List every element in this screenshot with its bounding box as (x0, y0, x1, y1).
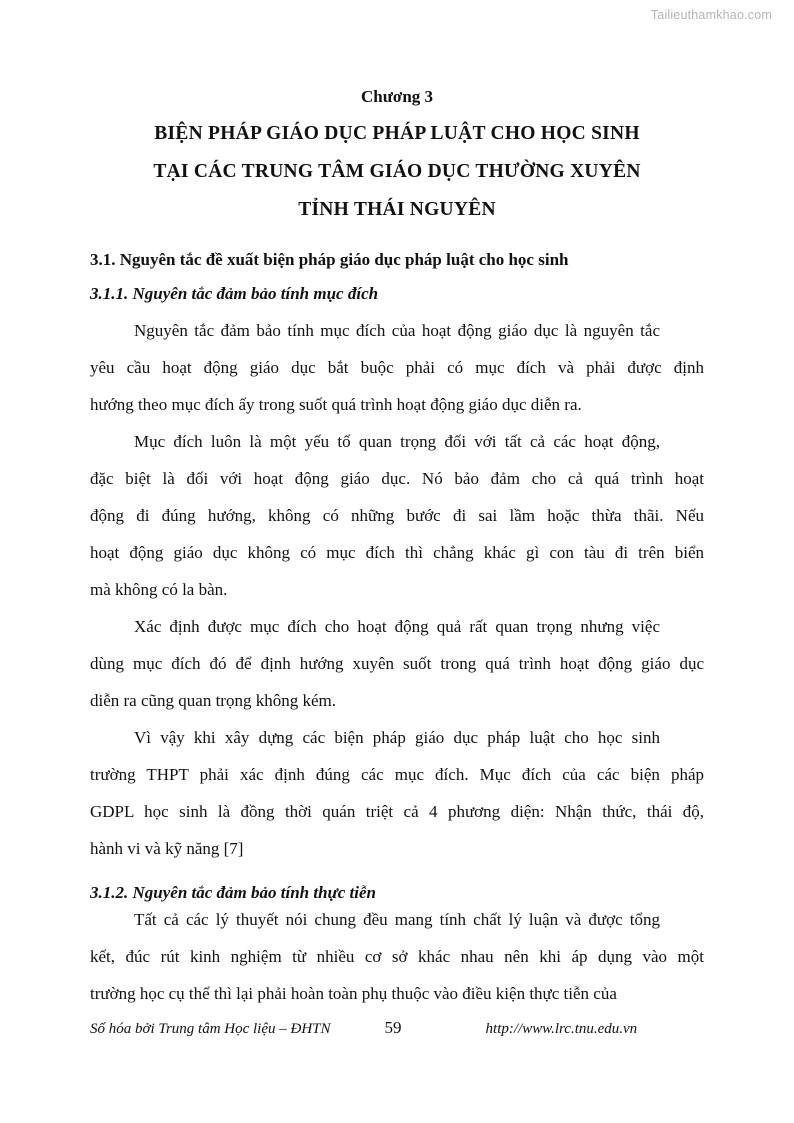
chapter-title-line-3: TỈNH THÁI NGUYÊN (298, 198, 496, 220)
paragraph-1 (90, 312, 704, 423)
paragraph-5-line-1: Tất cả các lý thuyết nói chung đều mang tính chất lý luận và được tổng (134, 909, 660, 929)
paragraph-2 (90, 423, 704, 608)
paragraph-5-line-2: kết, đúc rút kinh nghiệm từ nhiều cơ sở khác nhau nên khi áp dụng vào một (90, 946, 704, 966)
chapter-label: Chương 3 (360, 87, 434, 106)
paragraph-5-line-3: trường học cụ thể thì lại phải hoàn toàn phụ thuộc vào điều kiện thực tiễn của (90, 983, 617, 1003)
paragraph-3 (90, 608, 704, 719)
footer-page-number: 59 (384, 1018, 402, 1037)
paragraph-3-line-3: diễn ra cũng quan trọng không kém. (90, 690, 336, 710)
paragraph-4-line-3: GDPL học sinh là đồng thời quán triệt cả 4 phương diện: Nhận thức, thái độ, (90, 801, 704, 821)
page-footer (90, 1018, 704, 1038)
paragraph-2-line-4: hoạt động giáo dục không có mục đích thì chẳng khác gì con tàu đi trên biển (90, 542, 704, 562)
paragraph-2-line-3: động đi đúng hướng, không có những bước đi sai lầm hoặc thừa thãi. Nếu (90, 505, 704, 525)
chapter-title-line-2: TẠI CÁC TRUNG TÂM GIÁO DỤC THƯỜNG XUYÊN (153, 160, 641, 182)
paragraph-3-line-2: dùng mục đích đó để định hướng xuyên suốt trong quá trình hoạt động giáo dục (90, 653, 704, 673)
paragraph-4-line-1: Vì vậy khi xây dựng các biện pháp giáo dục pháp luật cho học sinh (134, 727, 660, 747)
heading-3-1-1: 3.1.1. Nguyên tắc đảm bảo tính mục đích (90, 283, 379, 303)
paragraph-1-line-2: yêu cầu hoạt động giáo dục bắt buộc phải có mục đích và phải được định (90, 357, 704, 377)
chapter-title-line-1: BIỆN PHÁP GIÁO DỤC PHÁP LUẬT CHO HỌC SINH (154, 122, 640, 144)
paragraph-4-line-4: hành vi và kỹ năng [7] (90, 838, 244, 858)
paragraph-2-line-2: đặc biệt là đối với hoạt động giáo dục. Nó bảo đảm cho cả quá trình hoạt (90, 468, 704, 488)
chapter-title (90, 115, 704, 229)
paragraph-2-line-5: mà không có la bàn. (90, 579, 228, 599)
footer-repository-label: Số hóa bởi Trung tâm Học liệu – ĐHTN (90, 1021, 331, 1037)
watermark-text: Tailieuthamkhao.com (650, 8, 772, 22)
paragraph-1-line-3: hướng theo mục đích ấy trong suốt quá trình hoạt động giáo dục diễn ra. (90, 394, 582, 414)
paragraph-5 (90, 901, 704, 1012)
footer-url: http://www.lrc.tnu.edu.vn (485, 1021, 638, 1037)
page-content (90, 86, 704, 1012)
heading-3-1-2: 3.1.2. Nguyên tắc đảm bảo tính thực tiễn (90, 882, 376, 902)
paragraph-4-line-2: trường THPT phải xác định đúng các mục đích. Mục đích của các biện pháp (90, 764, 704, 784)
paragraph-4 (90, 719, 704, 867)
paragraph-3-line-1: Xác định được mục đích cho hoạt động quả rất quan trọng nhưng việc (134, 616, 660, 636)
paragraph-1-line-1: Nguyên tắc đảm bảo tính mục đích của hoạt động giáo dục là nguyên tắc (134, 320, 660, 340)
heading-3-1: 3.1. Nguyên tắc đề xuất biện pháp giáo dục pháp luật cho học sinh (90, 249, 569, 269)
paragraph-2-line-1: Mục đích luôn là một yếu tố quan trọng đối với tất cả các hoạt động, (134, 431, 660, 451)
